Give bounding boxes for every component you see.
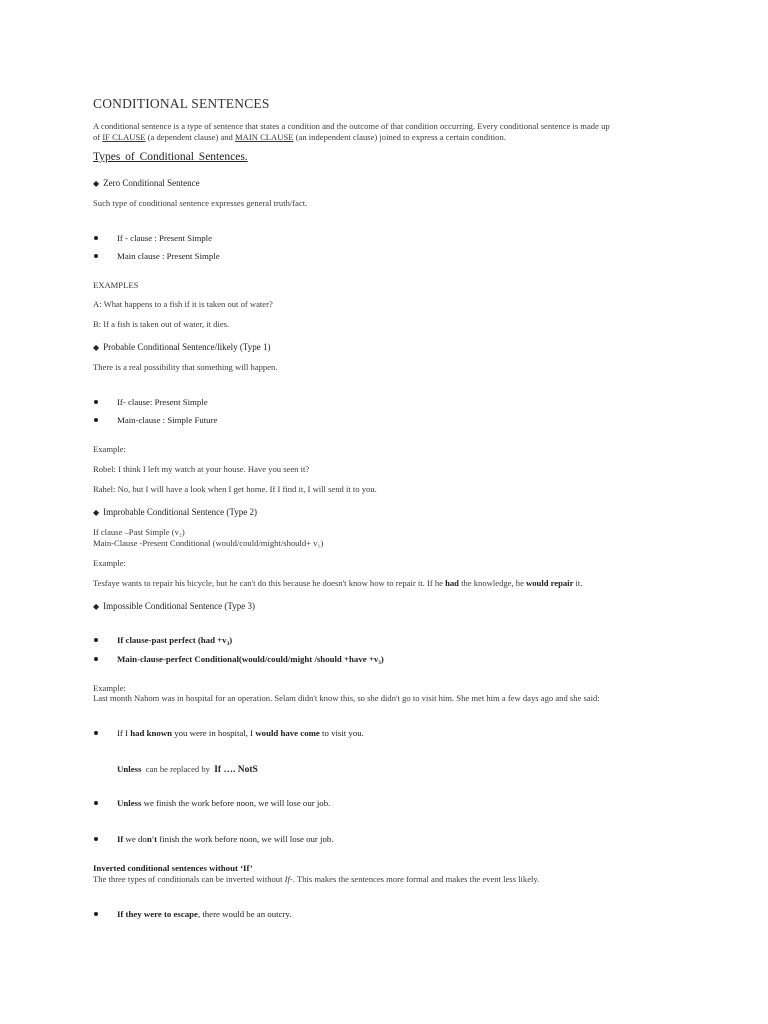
unless-mid: can be replaced by [141,764,215,774]
type1-example-2: Rahel: No, but I will have a look when I get home. If I find it, I will send it to you. [93,484,377,494]
b1-would-have-come: would have come [255,728,320,738]
zero-description: Such type of conditional sentence expresses general truth/fact. [93,198,308,208]
main-clause-term: MAIN CLAUSE [235,131,294,142]
diamond-bullet-icon: ◆ [93,508,100,517]
page-title: CONDITIONAL SENTENCES [93,96,270,111]
type2-example-had: had [445,578,459,588]
intro-line-1: A conditional sentence is a type of sentence that states a condition and the outcome of that condition occurring. Every conditional sentence is made up [93,121,610,131]
type1-bullet-1: If- clause: Present Simple [117,397,208,407]
unless-note [117,764,258,775]
type1-bullet-2: Main-clause : Simple Future [117,415,218,425]
type1-example-label: Example: [93,444,126,454]
bullet-dot-icon [94,400,98,404]
type3-example-line: Last month Nahom was in hospital for an operation. Selam didn't know this, so she didn't go to visit him. She met him a few days ago and she said: [93,693,600,703]
examples-label: EXAMPLES [93,280,139,290]
type2-line-2: Main-Clause -Present Conditional (would/could/might/should+ v₁) [93,538,324,548]
inverted-b1-post: , there would be an outcry. [197,909,292,919]
b3-nt: n't [146,834,158,844]
type3-example-label: Example: [93,683,126,693]
type2-example-pre: Tesfaye wants to repair his bicycle, but he can't do this because he doesn't know how to repair it. If he [93,578,446,588]
type2-heading-text: Improbable Conditional Sentence (Type 2) [103,507,257,517]
b2-post: we finish the work before noon, we will lose our job. [141,798,331,808]
type3-bullet-1: If clause-past perfect (had +v₃) [117,635,233,645]
bullet-dot-icon [94,731,98,735]
type2-example-would: would repair [526,578,574,588]
inverted-line-post: . This makes the sentences more formal and makes the event less likely. [292,874,540,884]
type2-example-post: it. [573,578,583,588]
type2-heading [93,507,257,517]
type2-example-mid: the knowledge, he [458,578,527,588]
if-clause-term: IF CLAUSE [102,131,146,142]
type2-line-1: If clause –Past Simple (v₂) [93,527,185,537]
zero-heading-text: Zero Conditional Sentence [103,178,200,188]
bullet-dot-icon [94,837,98,841]
b1-post: to visit you. [319,728,364,738]
zero-example-2: B: If a fish is taken out of water, it dies. [93,319,230,329]
type3-example-bullet-2 [117,798,330,809]
bullet-dot-icon [94,912,98,916]
type2-example-label: Example: [93,558,126,568]
inverted-heading: Inverted conditional sentences without ‘If’ [93,863,253,873]
type3-example-bullet-3 [117,834,334,845]
diamond-bullet-icon: ◆ [93,343,100,352]
inverted-b1-bold: If they were to escape [117,909,198,919]
b2-unless: Unless [117,798,142,808]
bullet-dot-icon [94,254,98,258]
bullet-dot-icon [94,638,98,642]
unless-if-not: If …. NotS [214,765,258,775]
zero-example-1: A: What happens to a fish if it is taken out of water? [93,299,273,309]
bullet-dot-icon [94,801,98,805]
inverted-line-if: If- [284,874,293,884]
intro-line-2 [93,132,610,143]
bullet-dot-icon [94,236,98,240]
b1-pre: If I [117,728,131,738]
inverted-line [93,874,539,885]
b3-if: If [117,834,124,844]
type3-heading-text: Impossible Conditional Sentence (Type 3) [103,601,255,611]
bullet-dot-icon [94,657,98,661]
type3-heading [93,601,255,611]
zero-bullet-2: Main clause : Present Simple [117,251,220,261]
unless-word: Unless [117,764,142,774]
type3-bullet-2: Main-clause-perfect Conditional(would/could/might /should +have +v₃) [117,654,384,664]
type1-heading-text: Probable Conditional Sentence/likely (Type 1) [103,342,271,352]
diamond-bullet-icon: ◆ [93,602,100,611]
zero-bullet-1: If - clause : Present Simple [117,233,213,243]
types-heading: Types of Conditional Sentences. [93,151,248,163]
type1-example-1: Robel: I think I left my watch at your house. Have you seen it? [93,464,310,474]
intro-paragraph [93,121,610,142]
inverted-bullet-1 [117,909,291,920]
type2-example [93,578,582,589]
b3-mid: we do [123,834,147,844]
diamond-bullet-icon: ◆ [93,179,100,188]
type3-example-bullet-1 [117,728,364,739]
b1-mid: you were in hospital, I [172,728,256,738]
b1-had-known: had known [130,728,172,738]
b3-post: finish the work before noon, we will lose our job. [157,834,334,844]
type1-description: There is a real possibility that something will happen. [93,362,278,372]
zero-conditional-heading [93,178,200,188]
inverted-line-pre: The three types of conditionals can be inverted without [93,874,285,884]
intro-of: of [93,131,103,142]
main-clause-desc: (an independent clause) joined to express a certain condition. [293,131,506,142]
if-clause-desc: (a dependent clause) and [145,131,236,142]
type1-heading [93,342,271,352]
bullet-dot-icon [94,418,98,422]
